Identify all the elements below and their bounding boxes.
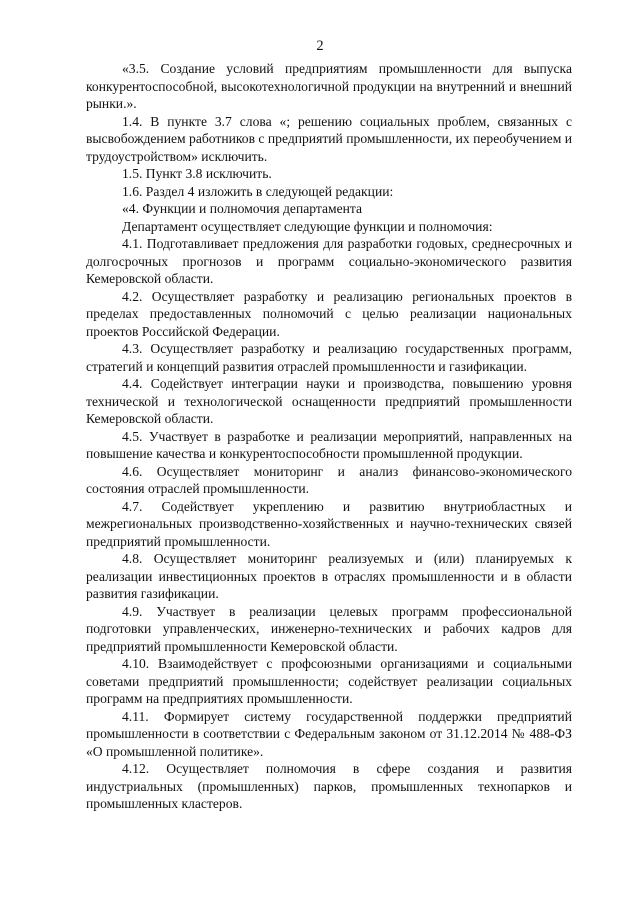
paragraph-1-5: 1.5. Пункт 3.8 исключить. xyxy=(122,166,272,181)
document-body xyxy=(86,60,572,813)
paragraph-1-4: 1.4. В пункте 3.7 слова «; решению социальных проблем, связанных с высвобождением работников с предприятий промышленности, их переобучением и трудоустройством» исключить. xyxy=(86,113,572,164)
section-heading-4: «4. Функции и полномочия департамента xyxy=(122,201,363,216)
paragraph-4-9: 4.9. Участвует в реализации целевых программ профессиональной подготовки управленческих, инженерно-технических и рабочих кадров для предприятий промышленности Кемеровской области. xyxy=(86,603,572,654)
paragraph-4-8: 4.8. Осуществляет мониторинг реализуемых и (или) планируемых к реализации инвестиционных проектов в отраслях промышленности и в области развития газификации. xyxy=(86,551,572,601)
paragraph-1-6: 1.6. Раздел 4 изложить в следующей редакции: xyxy=(122,183,394,199)
paragraph-4-2: 4.2. Осуществляет разработку и реализацию региональных проектов в пределах предоставленных полномочий с целью реализации национальных проектов Российской Федерации. xyxy=(86,288,572,339)
paragraph-4-1: 4.1. Подготавливает предложения для разработки годовых, среднесрочных и долгосрочных прогнозов и программ социально-экономического развития Кемеровской области. xyxy=(86,236,572,286)
paragraph-4-4: 4.4. Содействует интеграции науки и производства, повышению уровня технической и технологической оснащенности предприятий промышленности Кемеровской области. xyxy=(86,376,572,426)
paragraph-4-3: 4.3. Осуществляет разработку и реализацию государственных программ, стратегий и концепций развития отраслей промышленности и газификации. xyxy=(86,341,572,374)
paragraph-4-6: 4.6. Осуществляет мониторинг и анализ финансово-экономического состояния отраслей промышленности. xyxy=(86,463,572,496)
page-number: 2 xyxy=(316,38,324,54)
paragraph-intro: Департамент осуществляет следующие функции и полномочия: xyxy=(122,218,493,234)
paragraph-4-7: 4.7. Содействует укреплению и развитию внутриобластных и межрегиональных производственно-хозяйственных и научно-технических связей предприятий промышленности. xyxy=(86,498,572,549)
paragraph-4-10: 4.10. Взаимодействует с профсоюзными организациями и социальными советами предприятий промышленности; содействует реализации социальных программ на предприятиях промышленности. xyxy=(86,656,572,706)
paragraph-4-12: 4.12. Осуществляет полномочия в сфере создания и развития индустриальных (промышленных) парков, промышленных технопарков и промышленных кластеров. xyxy=(86,761,572,811)
paragraph-4-5: 4.5. Участвует в разработке и реализации мероприятий, направленных на повышение качества и конкурентоспособности промышленной продукции. xyxy=(86,428,572,461)
paragraph-4-11: 4.11. Формирует систему государственной поддержки предприятий промышленности в соответствии с Федеральным законом от 31.12.2014 № 488-ФЗ «О промышленной политике». xyxy=(86,708,572,759)
paragraph-3-5: «3.5. Создание условий предприятиям промышленности для выпуска конкурентоспособной, высокотехнологичной продукции на внутренний и внешний рынки.». xyxy=(86,61,572,111)
